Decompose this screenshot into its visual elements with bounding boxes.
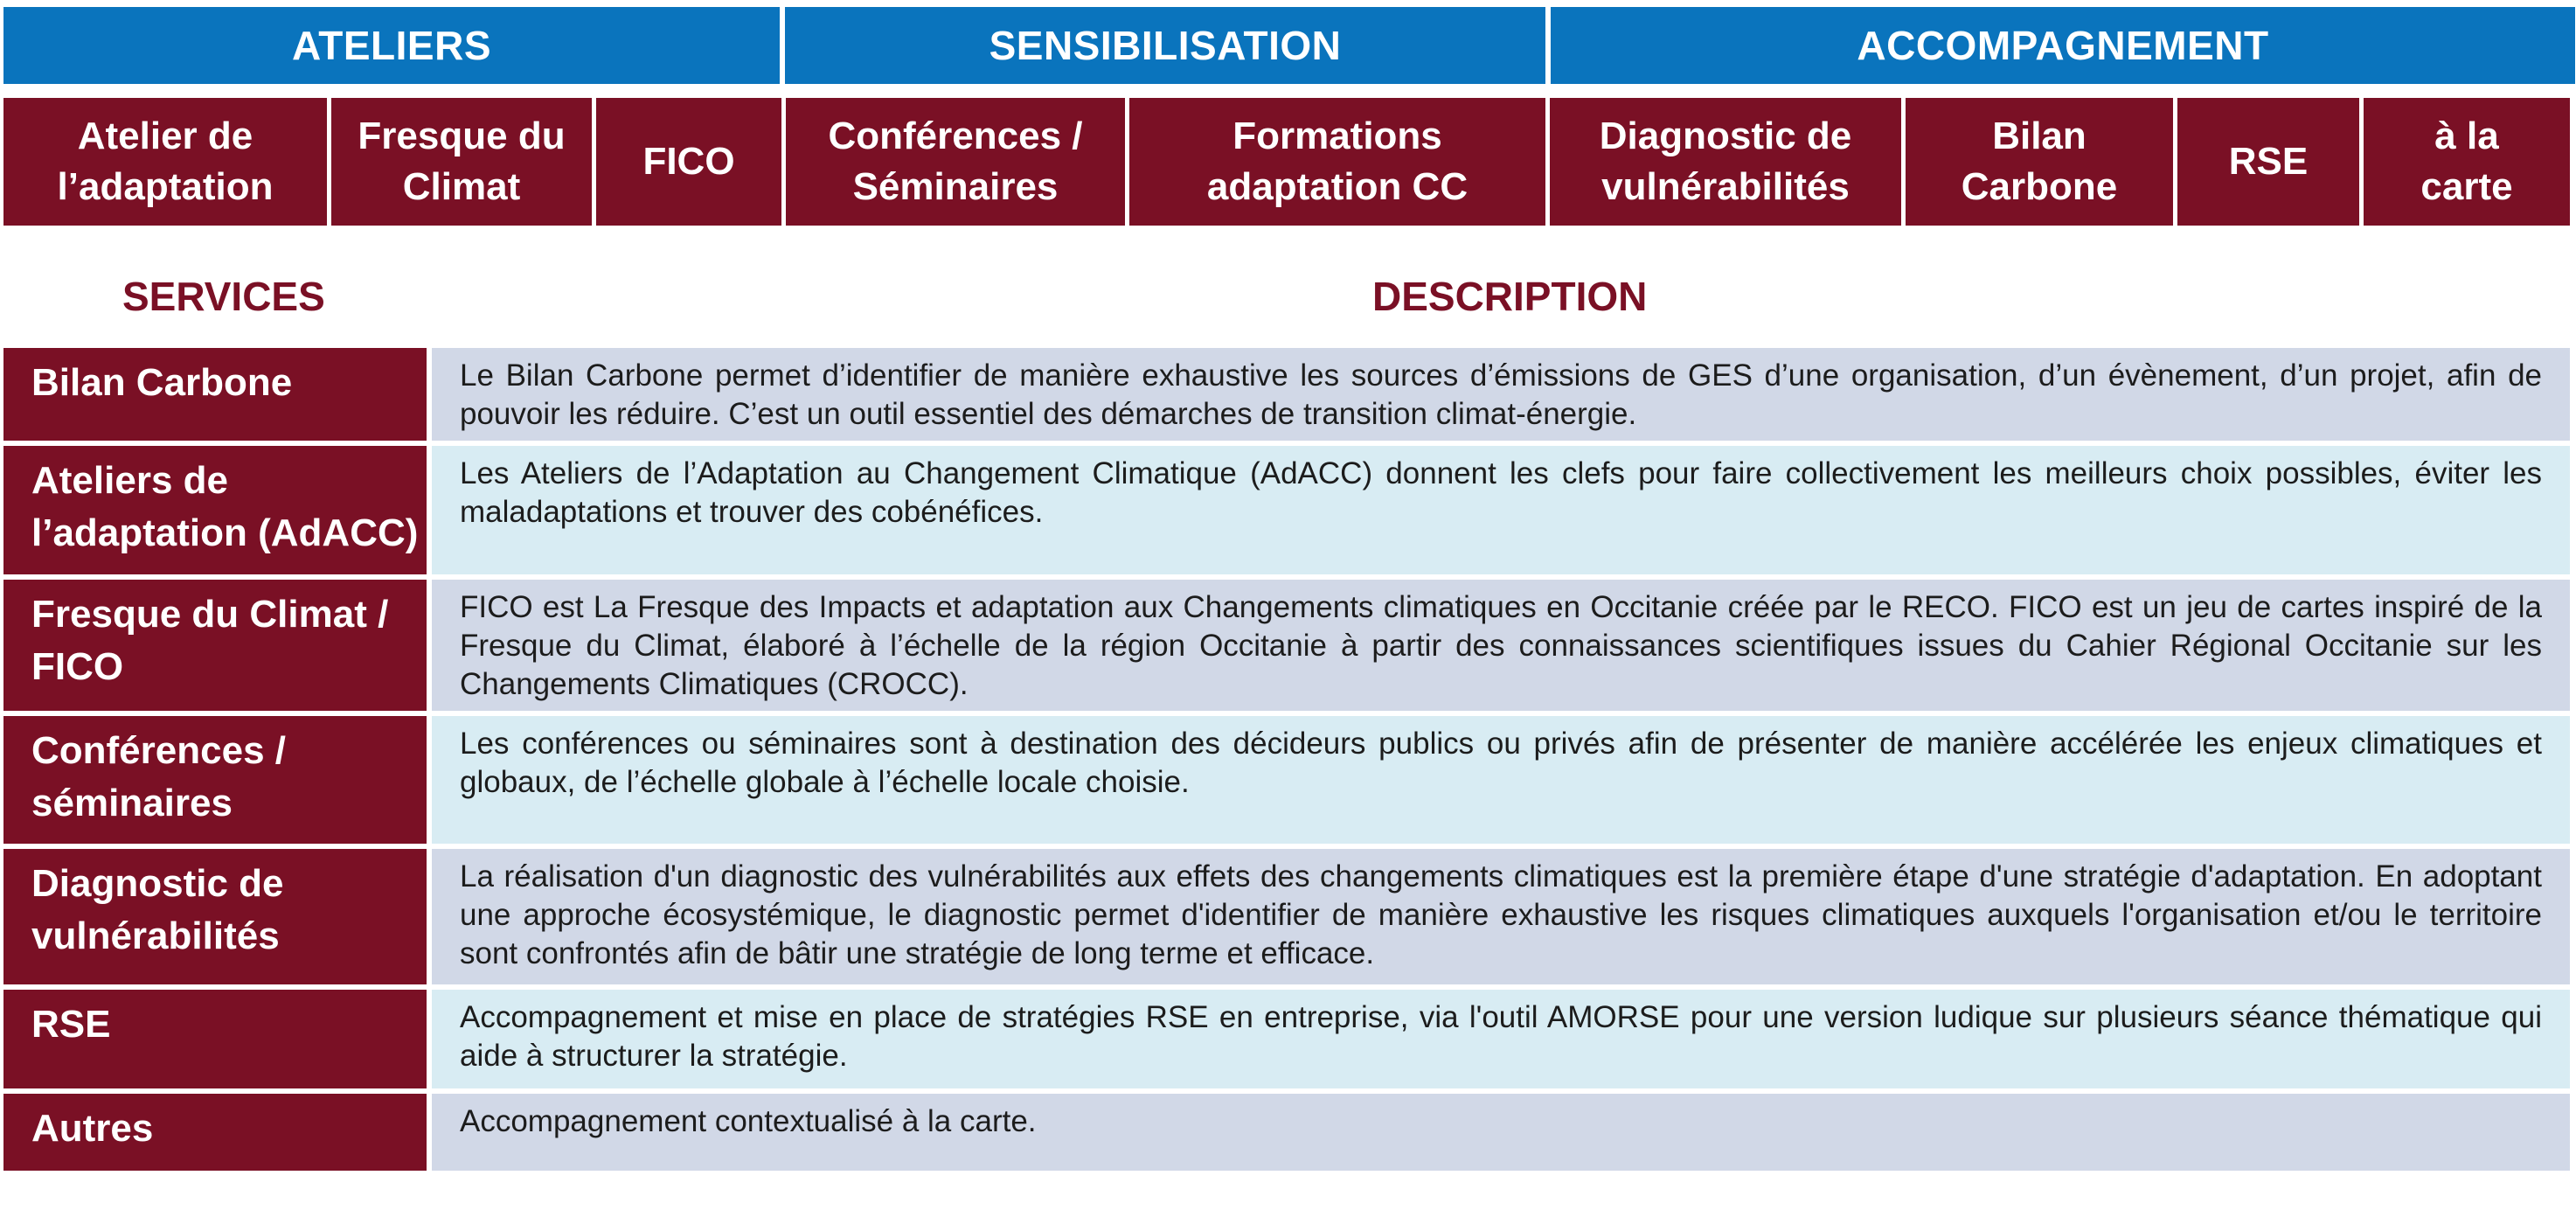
service-tabs [3, 98, 2570, 226]
service-name: Conférences / séminaires [3, 716, 427, 844]
tab-label: RSE [2228, 140, 2309, 183]
service-name: Diagnostic de vulnérabilités [3, 849, 427, 984]
description-heading: DESCRIPTION [1372, 274, 1648, 319]
tab-a-la-carte[interactable] [2364, 98, 2570, 226]
services-table [3, 348, 2570, 1171]
tab-formations-adaptation[interactable] [1129, 98, 1545, 226]
category-ateliers: ATELIERS [3, 7, 780, 84]
service-name: Ateliers de l’adaptation (AdACC) [3, 446, 427, 574]
tab-label: à la carte [2420, 115, 2513, 208]
tab-label: Atelier de l’adaptation [57, 115, 274, 208]
tab-label: FICO [642, 140, 735, 183]
tab-label: Bilan Carbone [1961, 115, 2118, 208]
tab-atelier-adaptation[interactable] [3, 98, 327, 226]
service-name: RSE [3, 990, 427, 1088]
table-row [3, 849, 2570, 984]
service-name: Autres [3, 1094, 427, 1171]
tab-label: Fresque du Climat [358, 115, 566, 208]
table-row [3, 1094, 2570, 1171]
tab-bilan-carbone[interactable] [1906, 98, 2173, 226]
service-description: FICO est La Fresque des Impacts et adaptation aux Changements climatiques en Occitanie créée par le RECO. FICO est un jeu de cartes inspiré de la Fresque du Climat, élaboré à l’échelle de la région Occitanie à partir des connaissances scientifiques issues du Cahier Régional Occitanie sur les Changements Climatiques (CROCC). [432, 580, 2570, 711]
service-name: Bilan Carbone [3, 348, 427, 441]
tab-label: Formations adaptation CC [1206, 115, 1469, 208]
tab-label: Diagnostic de vulnérabilités [1599, 115, 1852, 208]
service-name: Fresque du Climat / FICO [3, 580, 427, 711]
table-row [3, 716, 2570, 844]
service-description: Les conférences ou séminaires sont à destination des décideurs publics ou privés afin de présenter de manière accélérée les enjeux climatiques et globaux, de l’échelle globale à l’échelle locale choisie. [432, 716, 2570, 844]
service-description: Les Ateliers de l’Adaptation au Changement Climatique (AdACC) donnent les clefs pour faire collectivement les meilleurs choix possibles, éviter les maladaptations et trouver des cobénéfices. [432, 446, 2570, 574]
tab-fresque-climat[interactable] [331, 98, 592, 226]
table-row [3, 446, 2570, 574]
tab-fico[interactable] [596, 98, 781, 226]
category-sensibilisation: SENSIBILISATION [785, 7, 1545, 84]
services-heading: SERVICES [122, 274, 325, 319]
category-accompagnement: ACCOMPAGNEMENT [1551, 7, 2575, 84]
service-description: Accompagnement contextualisé à la carte. [432, 1094, 2570, 1171]
table-row [3, 580, 2570, 711]
tab-diagnostic-vulnerabilites[interactable] [1550, 98, 1901, 226]
tab-label: Conférences / Séminaires [828, 115, 1083, 208]
table-row [3, 990, 2570, 1088]
table-row [3, 348, 2570, 441]
tab-conferences-seminaires[interactable] [786, 98, 1125, 226]
category-header [3, 7, 2570, 84]
tab-rse[interactable] [2177, 98, 2359, 226]
service-description: Accompagnement et mise en place de stratégies RSE en entreprise, via l'outil AMORSE pour une version ludique sur plusieurs séance thématique qui aide à structurer la stratégie. [432, 990, 2570, 1088]
service-description: La réalisation d'un diagnostic des vulnérabilités aux effets des changements climatiques est la première étape d'une stratégie d'adaptation. En adoptant une approche écosystémique, le diagnostic permet d'identifier de manière exhaustive les risques climatiques auxquels l'organisation et/ou le territoire sont confrontés afin de bâtir une stratégie de long terme et efficace. [432, 849, 2570, 984]
service-description: Le Bilan Carbone permet d’identifier de manière exhaustive les sources d’émissions de GES d’une organisation, d’un évènement, d’un projet, afin de pouvoir les réduire. C’est un outil essentiel des démarches de transition climat-énergie. [432, 348, 2570, 441]
